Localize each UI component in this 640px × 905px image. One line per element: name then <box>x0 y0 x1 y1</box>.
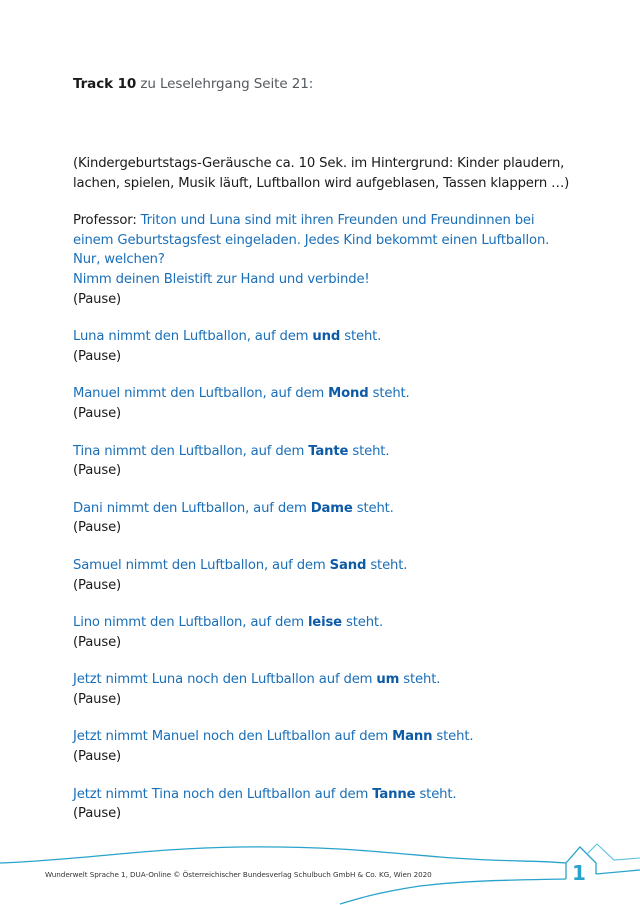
sentence-start: Jetzt nimmt Luna noch den Luftballon auf dem <box>73 672 377 688</box>
transcript-item <box>73 499 573 538</box>
item-sentence <box>73 384 573 404</box>
heading-rest: zu Leselehrgang Seite 21: <box>136 76 314 92</box>
pause-label: (Pause) <box>73 806 122 822</box>
item-sentence <box>73 727 573 747</box>
pause-label: (Pause) <box>73 634 122 650</box>
item-sentence <box>73 556 573 576</box>
sentence-start: Jetzt nimmt Manuel noch den Luftballon auf dem <box>73 729 393 745</box>
transcript-item <box>73 556 573 595</box>
transcript-item <box>73 670 573 709</box>
sentence-start: Manuel nimmt den Luftballon, auf dem <box>73 386 329 402</box>
sentence-end: steht. <box>399 672 441 688</box>
keyword: um <box>376 672 400 688</box>
transcript-item <box>73 384 573 423</box>
transcript-item <box>73 613 573 652</box>
keyword: Sand <box>329 557 367 573</box>
intro-sound-description: (Kindergeburtstags-Geräusche ca. 10 Sek. im Hintergrund: Kinder plaudern, lachen, spielen, Musik läuft, Luftballon wird aufgeblasen, Tassen klappern …) <box>73 156 570 191</box>
pause-label: (Pause) <box>73 691 122 707</box>
sentence-end: steht. <box>352 500 394 516</box>
keyword: und <box>312 329 341 345</box>
sentence-start: Jetzt nimmt Tina noch den Luftballon auf dem <box>73 786 373 802</box>
pause-label: (Pause) <box>73 520 122 536</box>
sentence-start: Tina nimmt den Luftballon, auf dem <box>73 443 309 459</box>
transcript-item <box>73 727 573 766</box>
professor-text: Triton und Luna sind mit ihren Freunden und Freundinnen bei einem Geburtstagsfest eingeladen. Jedes Kind bekommt einen Luftballon. Nur, welchen? <box>73 213 550 268</box>
transcript-body <box>73 154 573 842</box>
transcript-item <box>73 327 573 366</box>
sentence-start: Luna nimmt den Luftballon, auf dem <box>73 329 313 345</box>
speaker-label: Professor: <box>73 213 141 229</box>
item-sentence <box>73 442 573 462</box>
item-sentence <box>73 327 573 347</box>
keyword: leise <box>307 615 342 631</box>
item-sentence <box>73 785 573 805</box>
keyword: Mann <box>392 729 433 745</box>
track-label: Track 10 <box>73 76 137 92</box>
sentence-end: steht. <box>341 615 383 631</box>
pause-label: (Pause) <box>73 749 122 765</box>
professor-block <box>73 211 573 309</box>
page-number: 1 <box>572 861 586 885</box>
keyword: Tanne <box>372 786 416 802</box>
transcript-item <box>73 785 573 824</box>
sentence-end: steht. <box>415 786 457 802</box>
sentence-start: Lino nimmt den Luftballon, auf dem <box>73 615 308 631</box>
keyword: Dame <box>310 500 353 516</box>
professor-instruction: Nimm deinen Bleistift zur Hand und verbinde! <box>73 271 370 287</box>
pause-label: (Pause) <box>73 348 122 364</box>
sentence-start: Dani nimmt den Luftballon, auf dem <box>73 500 311 516</box>
transcript-item <box>73 442 573 481</box>
pause-label: (Pause) <box>73 463 122 479</box>
sentence-end: steht. <box>340 329 382 345</box>
sentence-end: steht. <box>368 386 410 402</box>
sentence-end: steht. <box>348 443 390 459</box>
pause-label: (Pause) <box>73 291 122 307</box>
pause-label: (Pause) <box>73 577 122 593</box>
sentence-start: Samuel nimmt den Luftballon, auf dem <box>73 557 330 573</box>
item-sentence <box>73 613 573 633</box>
item-sentence <box>73 499 573 519</box>
page-heading <box>73 76 313 92</box>
sentence-end: steht. <box>366 557 408 573</box>
pause-label: (Pause) <box>73 405 122 421</box>
footer-copyright: Wunderwelt Sprache 1, DUA-Online © Österreichischer Bundesverlag Schulbuch GmbH & Co. KG, Wien 2020 <box>45 870 432 879</box>
sentence-end: steht. <box>432 729 474 745</box>
keyword: Mond <box>328 386 369 402</box>
footer-wave-house-decoration <box>0 830 640 905</box>
keyword: Tante <box>308 443 349 459</box>
item-sentence <box>73 670 573 690</box>
